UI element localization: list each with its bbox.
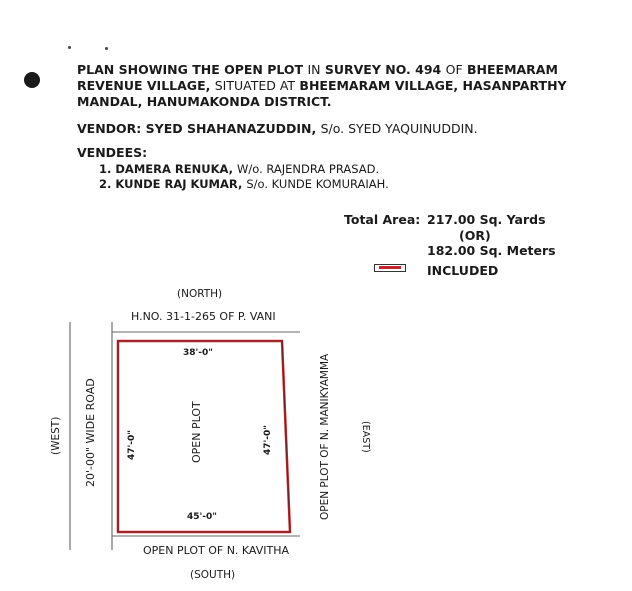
vendor-line: VENDOR: SYED SHAHANAZUDDIN, S/o. SYED YAQUINUDDIN.	[77, 121, 478, 136]
total-area-label: Total Area:	[344, 212, 421, 227]
plot-label: OPEN PLOT	[190, 401, 203, 463]
vendees-label: VENDEES:	[77, 145, 148, 160]
area-or: (OR)	[459, 228, 491, 243]
north-neighbor: H.NO. 31-1-265 OF P. VANI	[131, 310, 276, 323]
east-neighbor: OPEN PLOT OF N. MANIKYAMMA	[319, 353, 331, 520]
south-label: (SOUTH)	[190, 569, 236, 581]
bottom-dimension: 45'-0"	[187, 512, 217, 522]
north-label: (NORTH)	[177, 288, 223, 300]
west-label: (WEST)	[50, 416, 62, 455]
east-label: (EAST)	[360, 421, 371, 453]
right-dimension: 47'-0"	[263, 425, 273, 455]
top-dimension: 38'-0"	[183, 348, 213, 358]
west-neighbor: 20'-00" WIDE ROAD	[84, 378, 97, 487]
total-area-meters: 182.00 Sq. Meters	[427, 243, 556, 258]
total-area-yards: 217.00 Sq. Yards	[427, 212, 546, 227]
south-neighbor: OPEN PLOT OF N. KAVITHA	[143, 544, 290, 557]
page-title: PLAN SHOWING THE OPEN PLOT IN SURVEY NO. 494 OF BHEEMARAM REVENUE VILLAGE, SITUATED AT BHEEMARAM VILLAGE, HASANPARTHY MANDAL, HANUMAKONDA DISTRICT.	[77, 62, 567, 109]
vendee-item: 2. KUNDE RAJ KUMAR, S/o. KUNDE KOMURAIAH.	[99, 177, 389, 191]
vendee-item: 1. DAMERA RENUKA, W/o. RAJENDRA PRASAD.	[99, 162, 380, 176]
legend-label: INCLUDED	[427, 263, 499, 278]
left-dimension: 47'-0"	[127, 430, 137, 460]
